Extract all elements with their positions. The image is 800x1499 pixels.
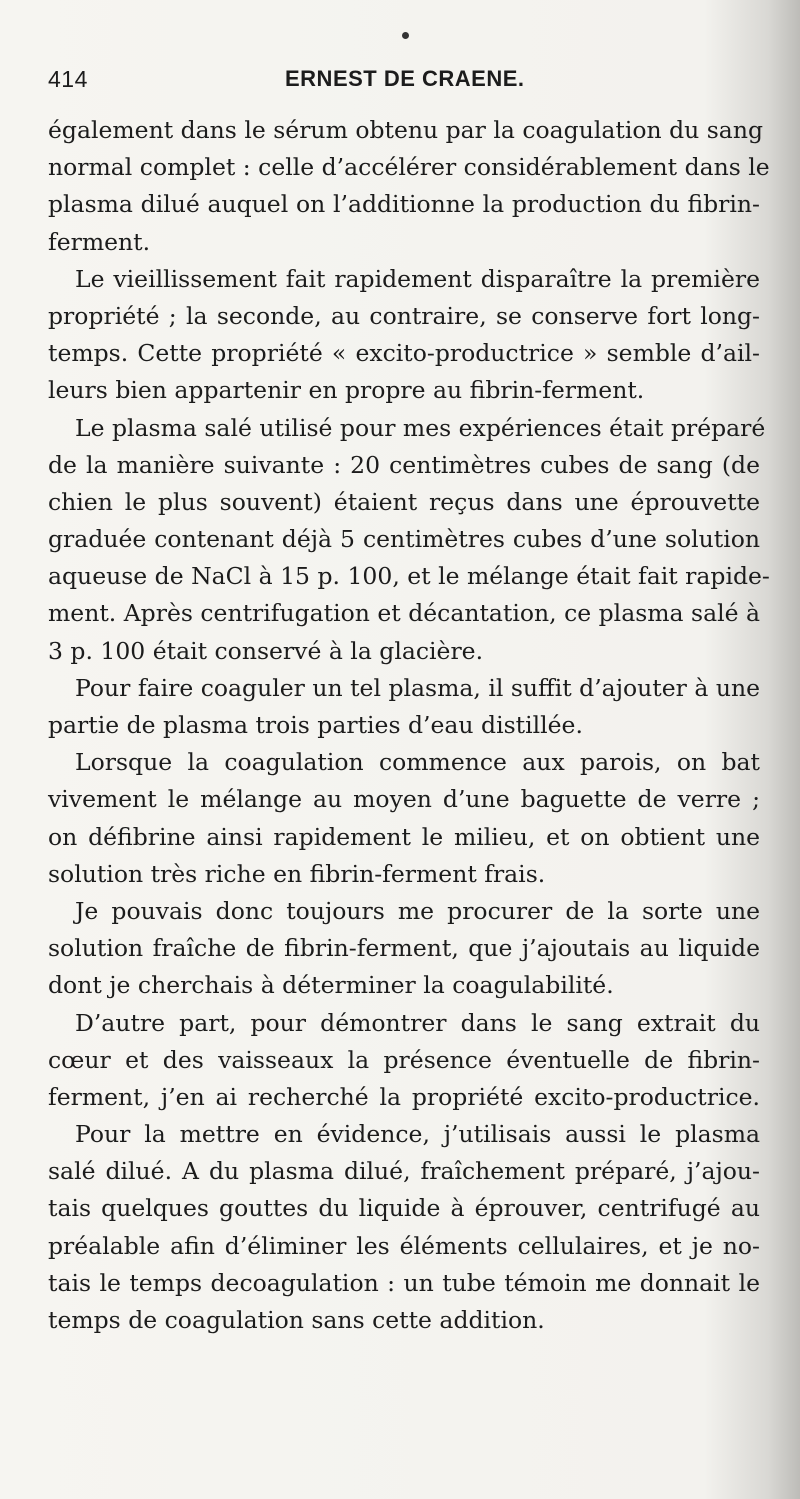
text-line: préalable afin d’éliminer les éléments cellulaires, et je no- xyxy=(48,1231,760,1260)
text-line: Je pouvais donc toujours me procurer de la sorte une xyxy=(75,896,760,925)
text-line: chien le plus souvent) étaient reçus dans une éprouvette xyxy=(48,487,760,516)
text-line: vivement le mélange au moyen d’une baguette de verre ; xyxy=(48,785,760,814)
text-line: également dans le sérum obtenu par la coagulation du sang xyxy=(48,116,763,144)
text-line: normal complet : celle d’accélérer considérablement dans le xyxy=(48,153,770,182)
text-line: D’autre part, pour démontrer dans le sang extrait du xyxy=(75,1008,760,1037)
text-line: aqueuse de NaCl à 15 p. 100, et le mélange était fait rapide- xyxy=(48,562,770,591)
text-line: de la manière suivante : 20 centimètres cubes de sang (de xyxy=(48,450,760,479)
text-line: ferment, j’en ai recherché la propriété excito-productrice. xyxy=(48,1082,760,1111)
text-line: Pour faire coaguler un tel plasma, il suffit d’ajouter à une xyxy=(75,673,760,702)
text-line: graduée contenant déjà 5 centimètres cubes d’une solution xyxy=(48,525,760,554)
text-line: tais le temps decoagulation : un tube témoin me donnait le xyxy=(48,1268,760,1297)
text-line: solution très riche en fibrin-ferment frais. xyxy=(48,859,546,888)
text-line: propriété ; la seconde, au contraire, se conserve fort long- xyxy=(48,301,760,330)
text-line: cœur et des vaisseaux la présence éventuelle de fibrin- xyxy=(48,1045,760,1074)
text-line: salé dilué. A du plasma dilué, fraîchement préparé, j’ajou- xyxy=(48,1157,760,1186)
text-line: ment. Après centrifugation et décantation, ce plasma salé à xyxy=(48,599,761,628)
text-line: 3 p. 100 était conservé à la glacière. xyxy=(48,636,484,665)
text-line: Le plasma salé utilisé pour mes expériences était préparé xyxy=(75,413,766,442)
text-line: on défibrine ainsi rapidement le milieu, et on obtient une xyxy=(48,822,760,851)
text-line: plasma dilué auquel on l’additionne la production du fibrin- xyxy=(48,190,760,219)
page-number: 414 xyxy=(48,66,88,92)
text-line: partie de plasma trois parties d’eau distillée. xyxy=(48,711,583,739)
text-line: Lorsque la coagulation commence aux parois, on bat xyxy=(75,748,760,777)
text-line: tais quelques gouttes du liquide à éprouver, centrifugé au xyxy=(48,1194,760,1223)
text-line: ferment. xyxy=(48,227,151,256)
text-line: leurs bien appartenir en propre au fibrin-ferment. xyxy=(48,376,645,405)
body-text xyxy=(48,112,770,1339)
ink-speck xyxy=(402,32,409,39)
text-line: temps de coagulation sans cette addition. xyxy=(48,1306,545,1334)
text-line: dont je cherchais à déterminer la coagulabilité. xyxy=(48,971,614,1000)
page-header xyxy=(48,66,760,106)
text-line: temps. Cette propriété « excito-productrice » semble d’ail- xyxy=(48,339,760,368)
text-line: solution fraîche de fibrin-ferment, que j’ajoutais au liquide xyxy=(48,934,760,963)
running-head: ERNEST DE CRAENE. xyxy=(285,66,525,91)
text-line: Pour la mettre en évidence, j’utilisais aussi le plasma xyxy=(75,1120,760,1149)
text-line: Le vieillissement fait rapidement disparaître la première xyxy=(75,264,760,293)
